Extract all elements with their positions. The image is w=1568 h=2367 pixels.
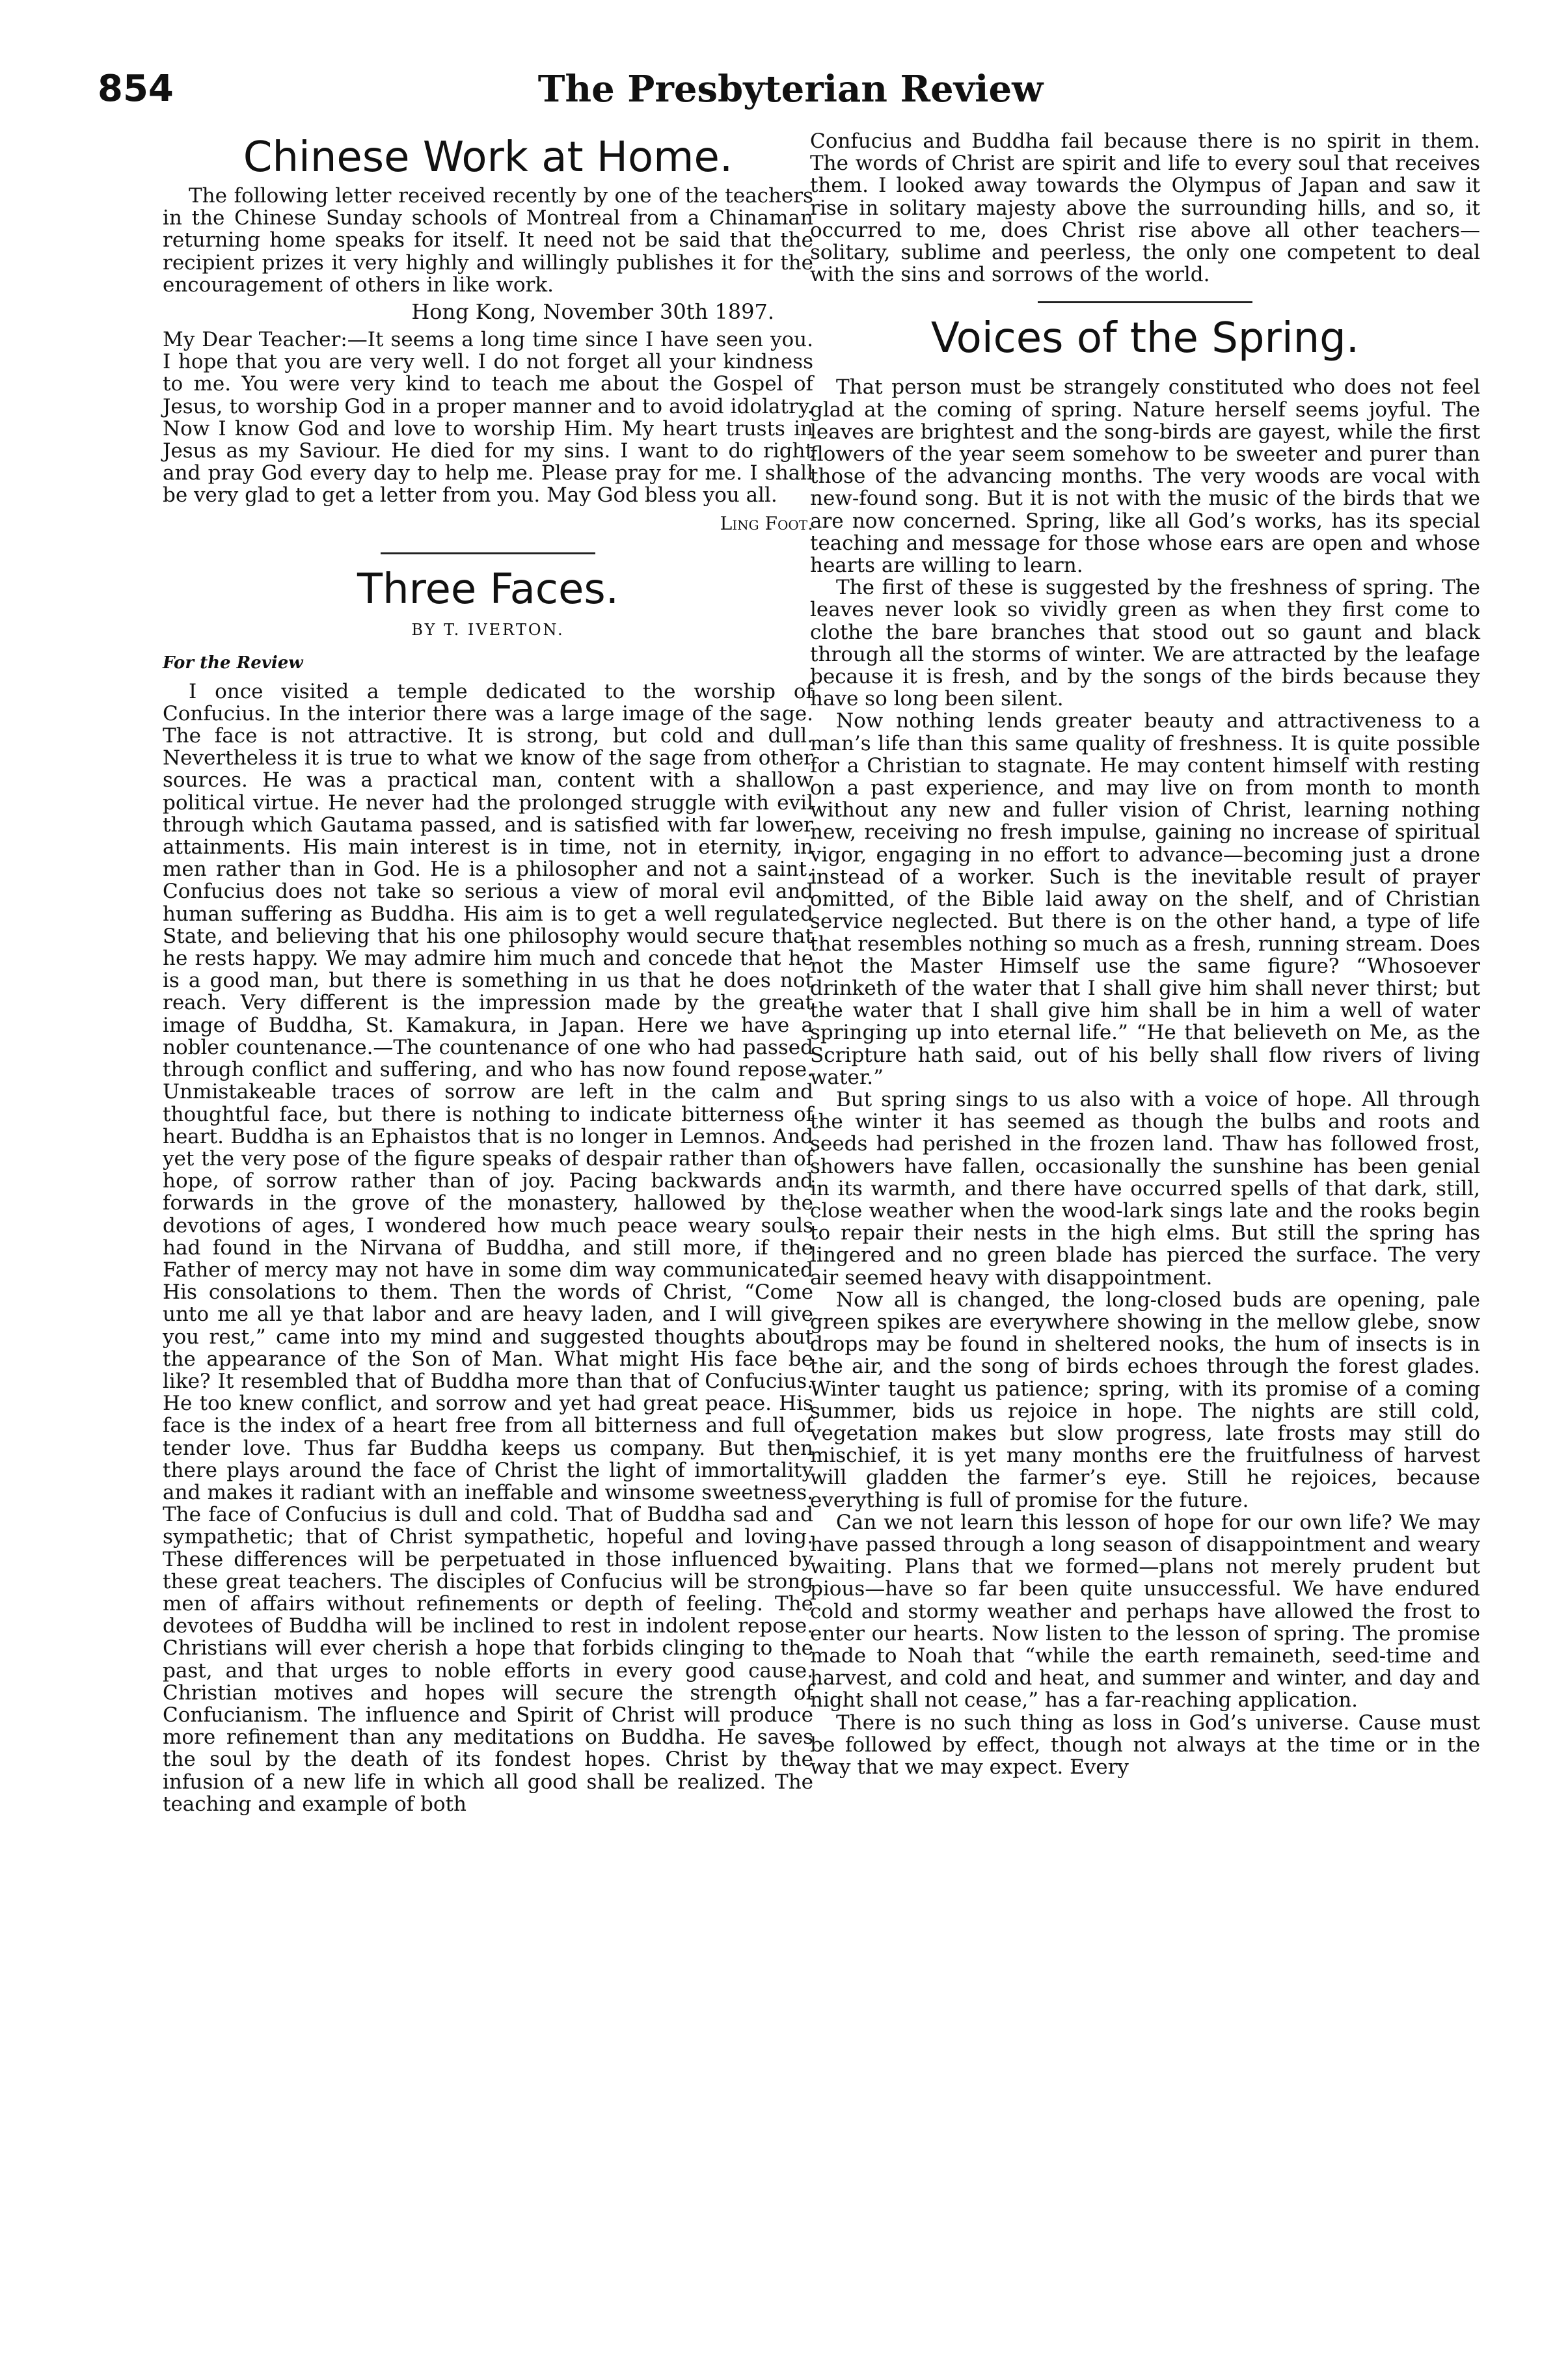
three-faces-continuation: Confucius and Buddha fail because there is no spirit in them. The words of Christ are spirit and life to every soul that receives them. I looked away towards the Olympus of Japan and saw it rise in solitary majesty above the surrounding hills, and so, it occurred to me, does Christ rise above all other teachers—solitary, sublime and peerless, the only one competent to deal with the sins and sorrows of the world. xyxy=(810,129,1480,287)
right-column xyxy=(810,130,1480,1778)
spring-paragraph: Can we not learn this lesson of hope for our own life? We may have passed through a long season of disappointment and weary waiting. Plans that we formed—plans not merely prudent but pious—have so far been quite unsuccessful. We have endured cold and stormy weather and perhaps have allowed the frost to enter our hearts. Now listen to the lesson of spring. The promise made to Noah that “while the earth remaineth, seed-time and harvest, and cold and heat, and summer and winter, and day and night shall not cease,” has a far-reaching application. xyxy=(810,1510,1480,1712)
three-faces-title: Three Faces. xyxy=(357,565,619,614)
for-the-review-note: For the Review xyxy=(163,653,303,673)
page-number: 854 xyxy=(98,68,174,110)
three-faces-body: I once visited a temple dedicated to the worship of Confucius. In the interior there was a large image of the sage. The face is not attractive. It is strong, but cold and dull. Nevertheless it is true to what we know of the sage from other sources. He was a practical man, content with a shallow political virtue. He never had the prolonged struggle with evil through which Gautama passed, and is satisfied with far lower attainments. His main interest is in time, not in eternity, in men rather than in God. He is a philosopher and not a saint. Confucius does not take so serious a view of moral evil and human suffering as Buddha. His aim is to get a well regulated State, and believing that his one philosophy would secure that he rests happy. We may admire him much and concede that he is a good man, but there is something in us that he does not reach. Very different is the impression made by the great image of Buddha, St. Kamakura, in Japan. Here we have a nobler countenance.—The countenance of one who had passed through conflict and suffering, and who has now found repose. Unmistakeable traces of sorrow are left in the calm and thoughtful face, but there is nothing to indicate bitterness of heart. Buddha is an Ephaistos that is no longer in Lemnos. And yet the very pose of the figure speaks of despair rather than of hope, of sorrow rather than of joy. Pacing backwards and forwards in the grove of the monastery, hallowed by the devotions of ages, I wondered how much peace weary souls had found in the Nirvana of Buddha, and still more, if the Father of mercy may not have in some dim way communicated His consolations to them. Then the words of Christ, “Come unto me all ye that labor and are heavy laden, and I will give you rest,” came into my mind and suggested thoughts about the appearance of the Son of Man. What might His face be like? It resembled that of Buddha more than that of Confucius. He too knew conflict, and sorrow and yet had great peace. His face is the index of a heart free from all bitterness and full of tender love. Thus far Buddha keeps us company. But then there plays around the face of Christ the light of immortality and makes it radiant with an ineffable and winsome sweetness. The face of Confucius is dull and cold. That of Buddha sad and sympathetic; that of Christ sympathetic, hopeful and loving. These differences will be perpetuated in those influenced by these great teachers. The disciples of Confucius will be strong men of affairs without refinements or depth of feeling. The devotees of Buddha will be inclined to rest in indolent repose. Christians will ever cherish a hope that forbids clinging to the past, and that urges to noble efforts in every good cause. Christian motives and hopes will secure the strength of Confucianism. The influence and Spirit of Christ will produce more refinement than any meditations on Buddha. He saves the soul by the death of its fondest hopes. Christ by the infusion of a new life in which all good shall be realized. The teaching and example of both xyxy=(163,679,813,1816)
letter-body: My Dear Teacher:—It seems a long time since I have seen you. I hope that you are very well. I do not forget all your kindness to me. You were very kind to teach me about the Gospel of Jesus, to worship God in a proper manner and to avoid idolatry. Now I know God and love to worship Him. My heart trusts in Jesus as my Saviour. He died for my sins. I want to do right and pray God every day to help me. Please pray for me. I shall be very glad to get a letter from you. May God bless you all. xyxy=(163,328,813,507)
publication-title: The Presbyterian Review xyxy=(537,68,1044,111)
letter-signature: Ling Foot. xyxy=(720,512,813,534)
spring-paragraph: The first of these is suggested by the freshness of spring. The leaves never look so vividly green as when they first come to clothe the bare branches that stood out so gaunt and black through all the storms of winter. We are attracted by the leafage because it is fresh, and by the songs of the birds because they have so long been silent. xyxy=(810,576,1480,711)
spring-paragraph: There is no such thing as loss in God’s universe. Cause must be followed by effect, though not always at the time or in the way that we may expect. Every xyxy=(810,1711,1480,1779)
chinese-work-title: Chinese Work at Home. xyxy=(243,133,733,182)
chinese-work-intro: The following letter received recently by one of the teachers in the Chinese Sunday schools of Montreal from a Chinaman returning home speaks for itself. It need not be said that the recipient prizes it very highly and willingly publishes it for the encouragement of others in like work. xyxy=(163,184,813,297)
section-divider xyxy=(1038,301,1252,303)
voices-of-spring-title: Voices of the Spring. xyxy=(930,314,1360,363)
letter-dateline: Hong Kong, November 30th 1897. xyxy=(411,299,774,325)
spring-paragraph: But spring sings to us also with a voice of hope. All through the winter it has seemed as though the bulbs and roots and seeds had perished in the frozen land. Thaw has followed frost, showers have fallen, occasionally the sunshine has been genial in its warmth, and there have occurred spells of that dark, still, close weather when the wood-lark sings late and the rooks begin to repair their nests in the high elms. But still the spring has lingered and no green blade has pierced the surface. The very air seemed heavy with disappointment. xyxy=(810,1087,1480,1290)
page-header xyxy=(98,60,1483,118)
left-column xyxy=(163,130,813,1815)
section-divider xyxy=(381,552,595,554)
spring-paragraph: Now all is changed, the long-closed buds are opening, pale green spikes are everywhere showing in the mellow glebe, snow drops may be found in sheltered nooks, the hum of insects is in the air, and the song of birds echoes through the forest glades. Winter taught us patience; spring, with its promise of a coming summer, bids us rejoice in hope. The nights are still cold, vegetation makes but slow progress, late frosts may still do mischief, it is yet many months ere the fruitfulness of harvest will gladden the farmer’s eye. Still he rejoices, because everything is full of promise for the future. xyxy=(810,1288,1480,1512)
spring-paragraph: That person must be strangely constituted who does not feel glad at the coming of spring. Nature herself seems joyful. The leaves are brightest and the song-birds are gayest, while the first flowers of the year seem somehow to be sweeter and purer than those of the advancing months. The very woods are vocal with new-found song. But it is not with the music of the birds that we are now concerned. Spring, like all God’s works, has its special teaching and message for those whose ears are open and whose hearts are willing to learn. xyxy=(810,375,1480,578)
spring-paragraph: Now nothing lends greater beauty and attractiveness to a man’s life than this same quality of freshness. It is quite possible for a Christian to stagnate. He may content himself with resting on a past experience, and may live on from month to month without any new and fuller vision of Christ, learning nothing new, receiving no fresh impulse, gaining no increase of spiritual vigor, engaging in no effort to advance—becoming just a drone instead of a worker. Such is the inevitable result of prayer omitted, of the Bible laid away on the shelf, and of Christian service neglected. But there is on the other hand, a type of life that resembles nothing so much as a fresh, running stream. Does not the Master Himself use the same figure? “Whosoever drinketh of the water that I shall give him shall never thirst; but the water that I shall give him shall be in him a well of water springing up into eternal life.” “He that believeth on Me, as the Scripture hath said, out of his belly shall flow rivers of living water.” xyxy=(810,709,1480,1089)
three-faces-byline: BY T. IVERTON. xyxy=(411,620,565,639)
